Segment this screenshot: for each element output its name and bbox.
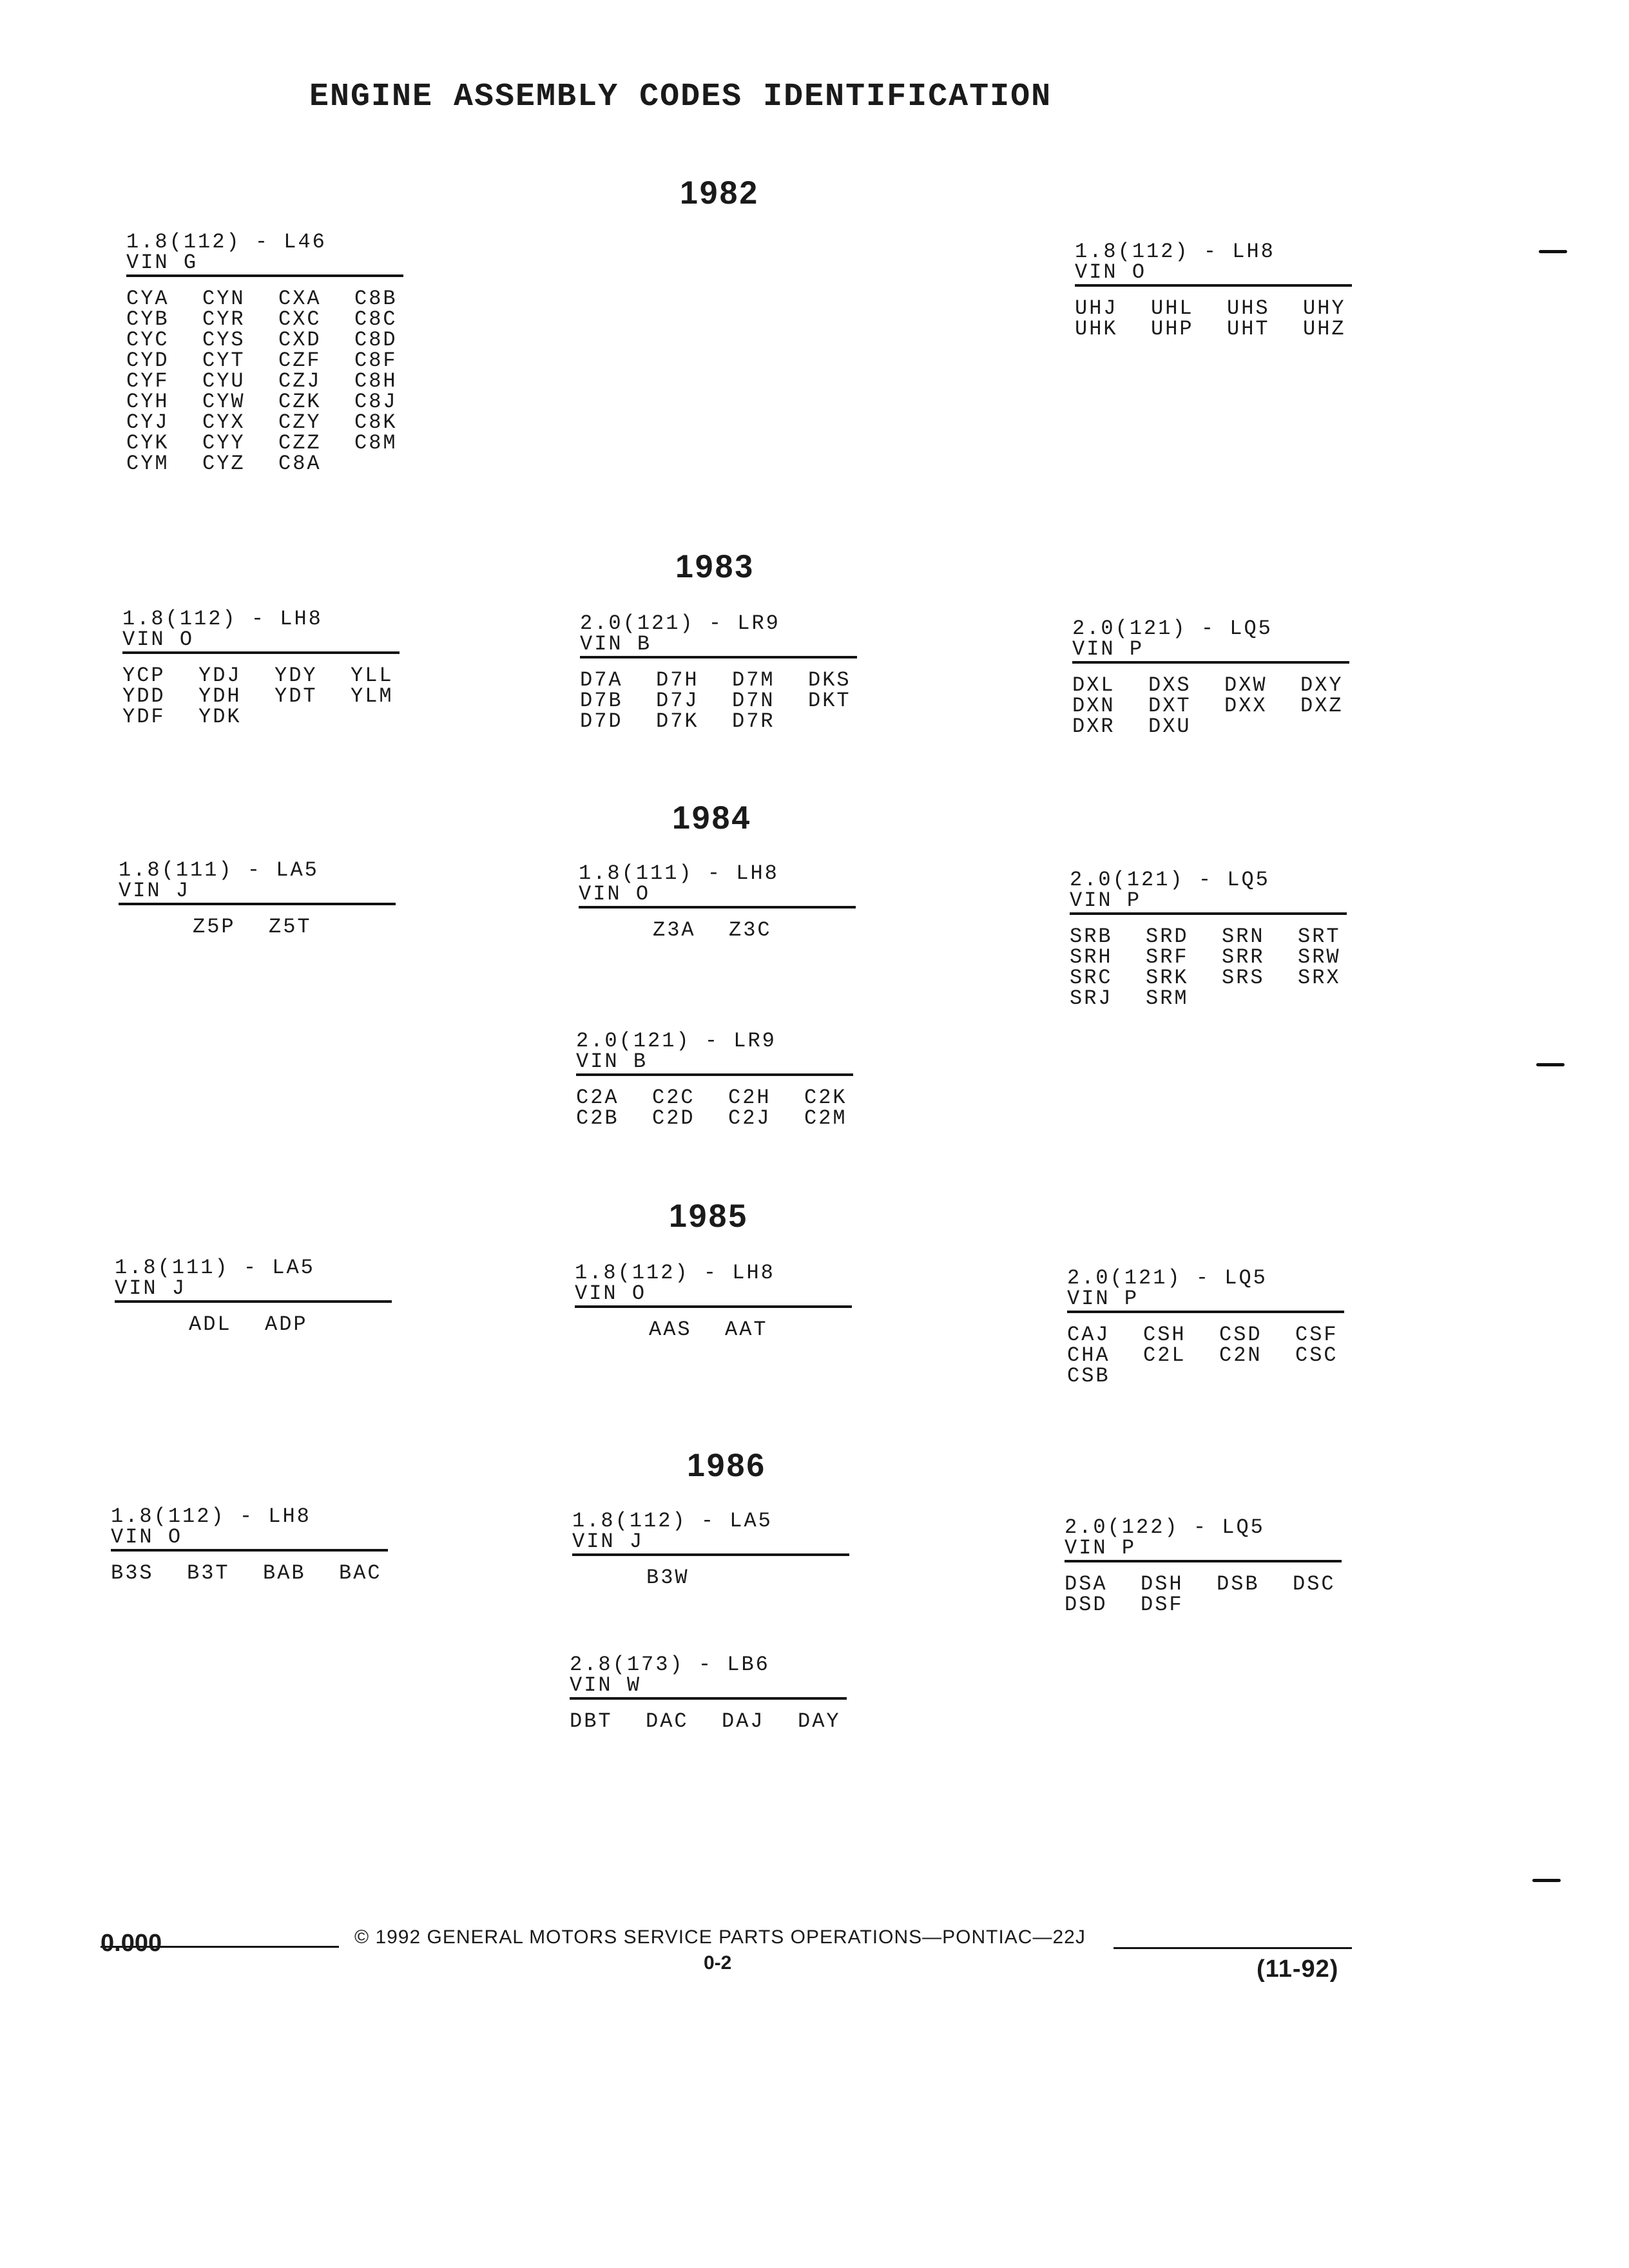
engine-spec: 1.8(111) - LA5: [119, 858, 319, 882]
assembly-code: CSC: [1295, 1343, 1338, 1367]
assembly-code: C2A: [576, 1086, 619, 1110]
assembly-code: YDK: [198, 705, 242, 729]
assembly-code: CYB: [126, 307, 169, 331]
assembly-code: CAJ: [1067, 1323, 1110, 1347]
footer-page-number: 0-2: [704, 1952, 732, 1974]
assembly-code: DSB: [1217, 1572, 1260, 1596]
assembly-code: CYY: [202, 431, 246, 455]
assembly-code: UHS: [1227, 296, 1270, 320]
vin-label: VIN O: [575, 1282, 647, 1305]
assembly-code: SRF: [1146, 945, 1189, 969]
code-grid: [122, 666, 400, 727]
assembly-code: D7N: [732, 689, 775, 713]
vin-label: VIN B: [576, 1050, 648, 1073]
header-rule: [1072, 661, 1349, 664]
assembly-code: DXN: [1072, 694, 1115, 718]
header-rule: [126, 274, 403, 277]
assembly-code: D7A: [580, 668, 623, 692]
assembly-code: D7R: [732, 709, 775, 733]
assembly-code: CYA: [126, 287, 169, 311]
engine-spec: 2.0(121) - LQ5: [1067, 1266, 1268, 1290]
code-grid: [572, 1568, 849, 1588]
assembly-code: Z3A: [653, 918, 696, 942]
assembly-code: BAB: [263, 1561, 306, 1585]
assembly-code: C8A: [278, 452, 322, 476]
assembly-code: DAC: [646, 1709, 689, 1733]
code-grid: [1067, 1325, 1344, 1387]
assembly-code: DAY: [798, 1709, 841, 1733]
engine-spec: 2.0(121) - LR9: [580, 611, 780, 635]
margin-tick: [1539, 250, 1567, 253]
assembly-code: CZJ: [278, 369, 322, 393]
assembly-code: DXT: [1148, 694, 1191, 718]
assembly-code: ADP: [265, 1312, 308, 1336]
engine-block: [119, 860, 396, 937]
assembly-code: YLM: [351, 684, 394, 708]
assembly-code: DXS: [1148, 673, 1191, 697]
header-rule: [122, 651, 400, 654]
code-grid: [1065, 1574, 1342, 1615]
footer-date: (11-92): [1257, 1956, 1339, 1983]
assembly-code: C8J: [354, 390, 398, 414]
assembly-code: YDJ: [198, 664, 242, 687]
assembly-code: C2H: [728, 1086, 771, 1110]
assembly-code: CSB: [1067, 1364, 1110, 1388]
assembly-code: CYR: [202, 307, 246, 331]
margin-tick: [1536, 1063, 1565, 1066]
assembly-code: C2M: [804, 1106, 847, 1130]
assembly-code: ADL: [189, 1312, 232, 1336]
vin-label: VIN G: [126, 251, 198, 274]
assembly-code: YDT: [275, 684, 318, 708]
assembly-code: CSH: [1143, 1323, 1186, 1347]
assembly-code: SRN: [1222, 925, 1265, 948]
assembly-code: C8D: [354, 328, 398, 352]
assembly-code: D7K: [656, 709, 699, 733]
assembly-code: SRK: [1146, 966, 1189, 990]
engine-block: [1075, 242, 1352, 340]
engine-spec: 1.8(112) - L46: [126, 230, 327, 254]
header-rule: [576, 1073, 853, 1076]
vin-label: VIN P: [1065, 1536, 1137, 1560]
engine-spec: 2.8(173) - LB6: [570, 1653, 770, 1677]
engine-block: [122, 609, 400, 727]
engine-spec: 1.8(112) - LH8: [575, 1261, 775, 1285]
assembly-code: UHL: [1151, 296, 1194, 320]
vin-label: VIN O: [1075, 260, 1147, 284]
vin-label: VIN P: [1070, 889, 1142, 912]
vin-label: VIN W: [570, 1673, 642, 1697]
assembly-code: CYJ: [126, 410, 169, 434]
footer-section-code: 0.000: [101, 1930, 162, 1957]
assembly-code: CYD: [126, 349, 169, 372]
assembly-code: C8F: [354, 349, 398, 372]
assembly-code: C8B: [354, 287, 398, 311]
assembly-code: DAJ: [722, 1709, 765, 1733]
assembly-code: YDH: [198, 684, 242, 708]
assembly-code: C2K: [804, 1086, 847, 1110]
year-heading: 1983: [675, 548, 755, 584]
assembly-code: B3S: [111, 1561, 154, 1585]
footer-rule-right: [1113, 1947, 1352, 1949]
code-grid: [1075, 298, 1352, 340]
assembly-code: CZF: [278, 349, 322, 372]
engine-spec: 1.8(112) - LH8: [122, 607, 323, 631]
assembly-code: UHT: [1227, 317, 1270, 341]
assembly-code: C8H: [354, 369, 398, 393]
assembly-code: DXL: [1072, 673, 1115, 697]
engine-block: [575, 1263, 852, 1340]
assembly-code: CYW: [202, 390, 246, 414]
assembly-code: SRJ: [1070, 986, 1113, 1010]
assembly-code: CYH: [126, 390, 169, 414]
assembly-code: D7H: [656, 668, 699, 692]
assembly-code: CYU: [202, 369, 246, 393]
assembly-code: SRR: [1222, 945, 1265, 969]
assembly-code: CSF: [1295, 1323, 1338, 1347]
assembly-code: YDY: [275, 664, 318, 687]
assembly-code: D7J: [656, 689, 699, 713]
header-rule: [570, 1697, 847, 1700]
assembly-code: UHZ: [1303, 317, 1346, 341]
assembly-code: CXC: [278, 307, 322, 331]
assembly-code: CXA: [278, 287, 322, 311]
engine-block: [1067, 1268, 1344, 1387]
vin-label: VIN J: [119, 879, 191, 903]
assembly-code: C2B: [576, 1106, 619, 1130]
assembly-code: CYZ: [202, 452, 246, 476]
vin-label: VIN O: [122, 628, 195, 651]
vin-label: VIN J: [572, 1530, 644, 1553]
assembly-code: DSH: [1141, 1572, 1184, 1596]
engine-spec: 2.0(121) - LQ5: [1070, 868, 1270, 892]
assembly-code: DXX: [1224, 694, 1268, 718]
header-rule: [575, 1305, 852, 1308]
assembly-code: DXW: [1224, 673, 1268, 697]
vin-label: VIN J: [115, 1276, 187, 1300]
assembly-code: CYX: [202, 410, 246, 434]
assembly-code: CZY: [278, 410, 322, 434]
assembly-code: Z5T: [269, 915, 312, 939]
engine-spec: 2.0(121) - LQ5: [1072, 617, 1273, 640]
assembly-code: UHP: [1151, 317, 1194, 341]
year-heading: 1984: [672, 800, 752, 836]
assembly-code: SRX: [1298, 966, 1341, 990]
year-heading: 1986: [687, 1447, 767, 1483]
assembly-code: C2L: [1143, 1343, 1186, 1367]
assembly-code: Z5P: [193, 915, 236, 939]
assembly-code: YCP: [122, 664, 166, 687]
code-grid: [575, 1320, 852, 1340]
assembly-code: D7D: [580, 709, 623, 733]
header-rule: [1065, 1560, 1342, 1562]
assembly-code: CSD: [1219, 1323, 1262, 1347]
assembly-code: SRW: [1298, 945, 1341, 969]
assembly-code: CYK: [126, 431, 169, 455]
assembly-code: Z3C: [729, 918, 772, 942]
assembly-code: CZZ: [278, 431, 322, 455]
engine-spec: 1.8(112) - LH8: [1075, 240, 1275, 264]
engine-block: [115, 1258, 392, 1335]
header-rule: [119, 903, 396, 905]
margin-tick: [1532, 1879, 1561, 1882]
engine-block: [580, 613, 857, 732]
assembly-code: C2D: [652, 1106, 695, 1130]
header-rule: [580, 656, 857, 658]
assembly-code: C2J: [728, 1106, 771, 1130]
assembly-code: SRD: [1146, 925, 1189, 948]
code-grid: [580, 670, 857, 732]
vin-label: VIN B: [580, 632, 652, 656]
engine-spec: 1.8(112) - LA5: [572, 1509, 773, 1533]
engine-block: [579, 863, 856, 941]
code-grid: [576, 1088, 853, 1129]
assembly-code: C8C: [354, 307, 398, 331]
assembly-code: C2N: [1219, 1343, 1262, 1367]
assembly-code: D7M: [732, 668, 775, 692]
assembly-code: CYN: [202, 287, 246, 311]
header-rule: [1070, 912, 1347, 915]
assembly-code: UHY: [1303, 296, 1346, 320]
assembly-code: AAT: [725, 1318, 768, 1341]
assembly-code: C8K: [354, 410, 398, 434]
assembly-code: UHJ: [1075, 296, 1118, 320]
assembly-code: CYT: [202, 349, 246, 372]
code-grid: [119, 917, 396, 937]
assembly-code: SRS: [1222, 966, 1265, 990]
assembly-code: D7B: [580, 689, 623, 713]
assembly-code: DSD: [1065, 1593, 1108, 1617]
assembly-code: DXY: [1300, 673, 1344, 697]
vin-label: VIN O: [111, 1525, 183, 1549]
assembly-code: C8M: [354, 431, 398, 455]
assembly-code: CYF: [126, 369, 169, 393]
engine-spec: 1.8(111) - LH8: [579, 861, 779, 885]
code-grid: [1070, 927, 1347, 1009]
vin-label: VIN P: [1072, 637, 1144, 661]
code-grid: [111, 1563, 388, 1584]
assembly-code: BAC: [339, 1561, 382, 1585]
assembly-code: B3T: [187, 1561, 230, 1585]
assembly-code: CYS: [202, 328, 246, 352]
assembly-code: AAS: [649, 1318, 692, 1341]
code-grid: [115, 1314, 392, 1335]
engine-block: [1070, 870, 1347, 1009]
engine-block: [1072, 619, 1349, 737]
year-heading: 1982: [680, 175, 760, 211]
assembly-code: DKT: [808, 689, 851, 713]
vin-label: VIN O: [579, 882, 651, 906]
assembly-code: YDD: [122, 684, 166, 708]
code-grid: [579, 920, 856, 941]
assembly-code: DXR: [1072, 715, 1115, 738]
assembly-code: YDF: [122, 705, 166, 729]
assembly-code: CYM: [126, 452, 169, 476]
engine-spec: 2.0(121) - LR9: [576, 1029, 776, 1053]
assembly-code: YLL: [351, 664, 394, 687]
assembly-code: SRB: [1070, 925, 1113, 948]
engine-block: [570, 1655, 847, 1732]
engine-spec: 1.8(112) - LH8: [111, 1504, 311, 1528]
header-rule: [572, 1553, 849, 1556]
assembly-code: SRH: [1070, 945, 1113, 969]
assembly-code: SRC: [1070, 966, 1113, 990]
header-rule: [1075, 284, 1352, 287]
assembly-code: DSA: [1065, 1572, 1108, 1596]
code-grid: [1072, 675, 1349, 737]
engine-spec: 2.0(122) - LQ5: [1065, 1515, 1265, 1539]
assembly-code: CHA: [1067, 1343, 1110, 1367]
page-title: ENGINE ASSEMBLY CODES IDENTIFICATION: [309, 79, 1052, 115]
assembly-code: C2C: [652, 1086, 695, 1110]
engine-block: [576, 1031, 853, 1129]
assembly-code: DBT: [570, 1709, 613, 1733]
assembly-code: DXU: [1148, 715, 1191, 738]
assembly-code: DSF: [1141, 1593, 1184, 1617]
assembly-code: B3W: [646, 1566, 689, 1590]
header-rule: [579, 906, 856, 908]
assembly-code: SRT: [1298, 925, 1341, 948]
vin-label: VIN P: [1067, 1287, 1139, 1311]
footer-copyright: © 1992 GENERAL MOTORS SERVICE PARTS OPERATIONS—PONTIAC—22J: [354, 1927, 1086, 1948]
assembly-code: DKS: [808, 668, 851, 692]
assembly-code: UHK: [1075, 317, 1118, 341]
header-rule: [115, 1300, 392, 1303]
assembly-code: CXD: [278, 328, 322, 352]
header-rule: [1067, 1311, 1344, 1313]
engine-block: [126, 232, 403, 474]
assembly-code: CZK: [278, 390, 322, 414]
assembly-code: DXZ: [1300, 694, 1344, 718]
assembly-code: CYC: [126, 328, 169, 352]
assembly-code: SRM: [1146, 986, 1189, 1010]
assembly-code: DSC: [1293, 1572, 1336, 1596]
code-grid: [570, 1711, 847, 1732]
code-grid: [126, 289, 403, 474]
year-heading: 1985: [669, 1198, 749, 1234]
engine-block: [1065, 1517, 1342, 1615]
engine-block: [111, 1506, 388, 1584]
engine-spec: 1.8(111) - LA5: [115, 1256, 315, 1280]
header-rule: [111, 1549, 388, 1552]
engine-block: [572, 1511, 849, 1588]
